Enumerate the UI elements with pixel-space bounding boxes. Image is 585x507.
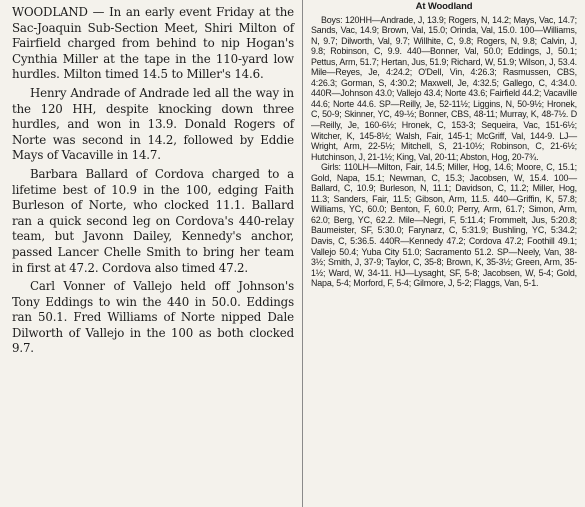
article-paragraph-3: Barbara Ballard of Cordova charged to a lifetime best of 10.9 in the 100, edging Faith Burleson of Norte, who clocked 11.1. Ballard ran a quick second leg on Cordova's 440-relay team, but Javonn Dailey, Kennedy's anchor, passed Lancer Chelle Smith to bring her team in first at 47.2. Cordova also timed 47.2.	[12, 166, 294, 275]
results-heading: At Woodland	[415, 1, 473, 12]
article-paragraph-2: Henry Andrade of Andrade led all the way in the 120 HH, despite knocking down three hurdles, and won in 13.9. Donald Rogers of Norte was second in 14.2, followed by Eddie Mays of Vacaville in 14.7.	[12, 85, 294, 163]
article-paragraph-1: WOODLAND — In an early event Friday at the Sac-Joaquin Sub-Section Meet, Shiri Milton of Fairfield charged from behind to nip Hogan's Cynthia Miller at the tape in the 110-yard low hurdles. Milton timed 14.5 to Miller's 14.6.	[12, 5, 294, 82]
girls-results: Girls: 110LH—Milton, Fair, 14.5; Miller, Hog, 14.6; Moore, C, 15.1; Gold, Napa, 15.1; Newman, C, 15.3; Jacobsen, W, 15.4. 100—Ballard, C, 10.9; Burleson, N, 11.1; Davidson, C, 11.2; Miller, Hog, 11.3; Sanders, Fair, 11.5; Gibson, Arm, 11.5. 440—Griffin, K, 57.8; Williams, YC, 60.0; Benton, F, 60.0; Perry, Arm, 61.7; Simon, Arm, 62.0; Berg, YC, 62.2. Mile—Negri, F, 5:11.4; Frommelt, Jus, 5:20.8; Baumeister, SF, 5:30.0; Farynarz, C, 5:31.9; Bushling, YC, 5:34.2; Davis, C, 5:36.5. 440R—Kennedy 47.2; Cordova 47.2; Foothill 49.1; Vallejo 50.4; Yuba City 51.0; Sacramento 51.2. SP—Neely, Van, 38-3½; Smith, J, 37-9; Taylor, C, 35-8; Brown, K, 35-3½; Green, Arm, 35-1½; Ward, W, 34-11. HJ—Lysaght, SF, 5-8; Jacobsen, W, 5-4; Gold, Napa, 5-4; Morford, F, 5-4; Gilmore, J, 5-2; Flaggs, Van, 5-1.	[311, 162, 577, 289]
results-column	[311, 2, 577, 289]
article-paragraph-4: Carl Vonner of Vallejo held off Johnson's Tony Eddings to win the 440 in 50.0. Eddings ran 50.1. Fred Williams of Norte nipped Dale Dilworth of Vallejo in the 100 as both clocked 9.7.	[12, 279, 294, 356]
boys-results: Boys: 120HH—Andrade, J, 13.9; Rogers, N, 14.2; Mays, Vac, 14.7; Sands, Vac, 14.9; Brown, Val, 15.0; Orinda, Val, 15.0. 100—Williams, N, 9.7; Dilworth, Val, 9.7; Willhite, C, 9.8; Rogers, N, 9.8; Calvin, J, 9.8; Robinson, C, 9.9. 440—Bonner, Val, 50.0; Eddings, J, 50.1; Pettus, Arm, 51.7; Hertan, Jus, 51.9; Richard, W, 51.9; Wilson, J, 53.4. Mile—Reyes, Je, 4:24.2; O'Dell, Vin, 4:26.3; Rasmussen, CBS, 4:26.3; Gorman, S, 4:30.2; Maxwell, Je, 4:32.5; Gallego, C, 4:34.0. 440R—Johnson 43.0; Vallejo 43.4; Norte 43.6; Fairfield 44.2; Vacaville 44.6; Norte 44.6. SP—Reilly, Je, 52-11½; Liggins, N, 50-9½; Hronek, C, 50-9; Skinner, YC, 49-½; Bonner, CBS, 48-11; Murray, K, 48-7½. D—Reilly, Je, 160-6½; Hronek, C, 153-3; Sequeira, Vac, 151-6½; Witcher, K, 145-8½; Walsh, Fair, 145-1; McGriff, Val, 144-9. LJ—Wright, Arm, 22-5½; Mitchell, S, 21-10½; Robinson, C, 21-6½; Hutchinson, J, 21-1½; King, Val, 20-11; Abston, Hog, 20-7¾.	[311, 14, 577, 162]
column-divider	[302, 0, 303, 507]
article-column	[12, 5, 294, 360]
